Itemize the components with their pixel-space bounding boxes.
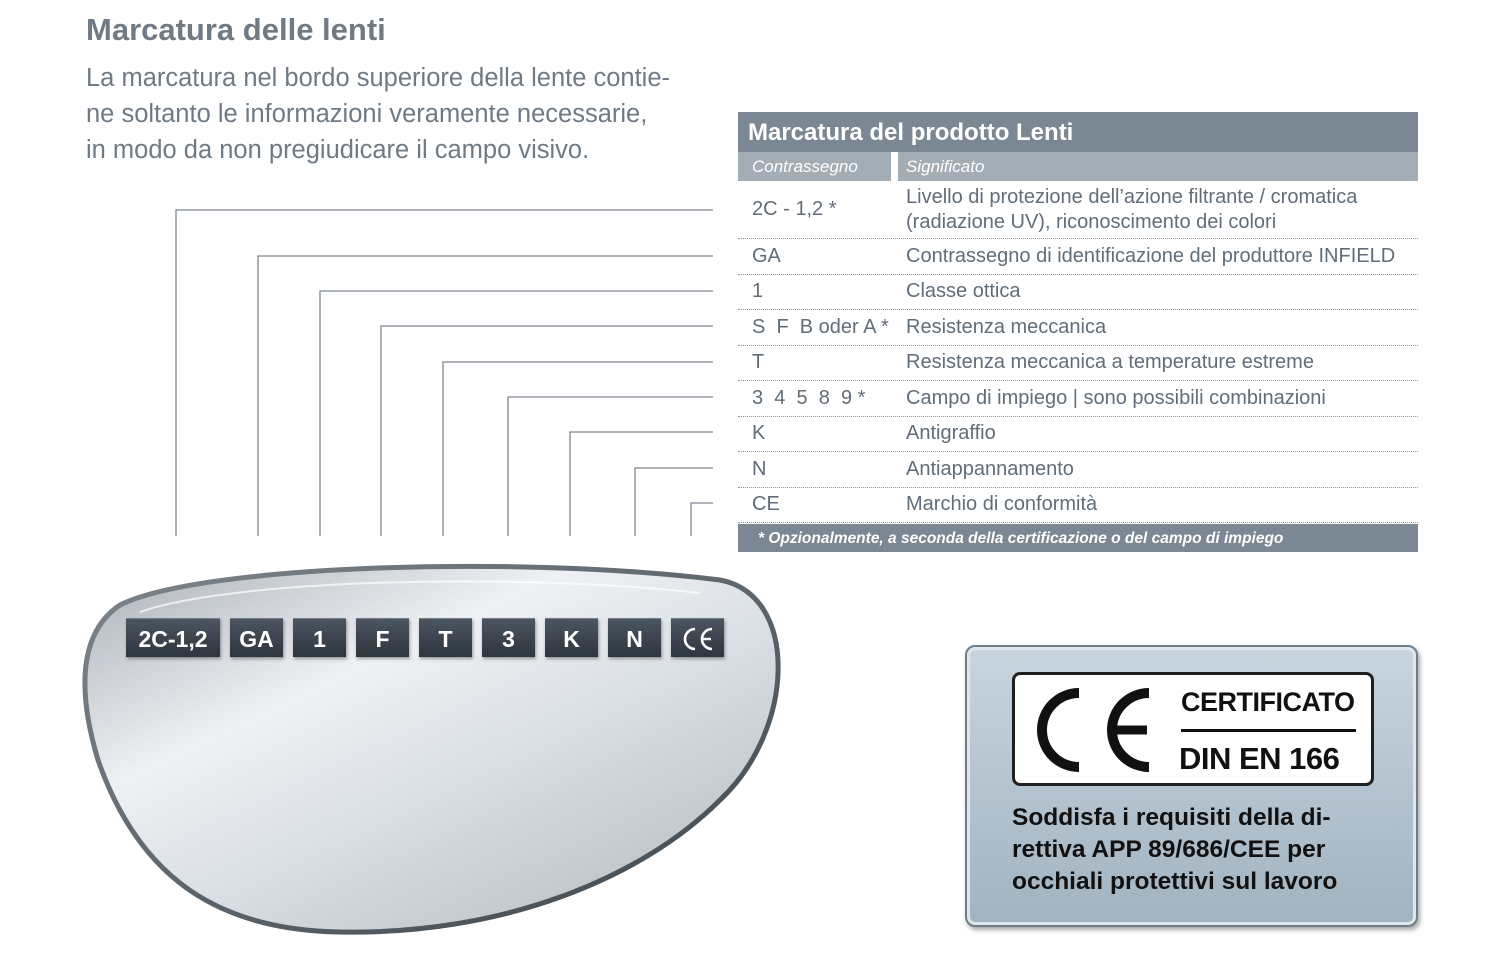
intro-line: in modo da non pregiudicare il campo visivo. xyxy=(86,136,590,164)
intro-line: ne soltanto le informazioni veramente necessarie, xyxy=(86,100,648,128)
certificate-standard: DIN EN 166 xyxy=(1179,741,1340,776)
table-row xyxy=(738,275,1418,311)
certificate-description-line: Soddisfa i requisiti della di- xyxy=(1012,804,1331,831)
lens-mark-tile: 1 xyxy=(293,618,346,657)
row-code: S F B oder A * xyxy=(752,315,889,338)
row-meaning: Resistenza meccanica xyxy=(906,315,1107,338)
table-row xyxy=(738,452,1418,488)
row-meaning: Antiappannamento xyxy=(906,457,1074,480)
lens-mark-tile: 2C-1,2 xyxy=(126,618,220,657)
row-meaning: Marchio di conformità xyxy=(906,493,1098,516)
row-code: 1 xyxy=(752,280,764,303)
certificate-label: CERTIFICATO xyxy=(1181,687,1355,717)
column-header-gap xyxy=(891,152,898,181)
certification-badge xyxy=(1012,672,1374,786)
column-header-code: Contrassegno xyxy=(738,152,891,181)
lens-illustration xyxy=(80,560,800,940)
table-row xyxy=(738,181,1418,239)
ce-logo-icon xyxy=(1035,687,1155,773)
row-code: 3 4 5 8 9 * xyxy=(752,386,866,409)
leader-line-1 xyxy=(320,291,713,536)
row-meaning: Antigraffio xyxy=(906,422,996,445)
row-meaning xyxy=(898,185,1418,235)
lens-mark-tile: T xyxy=(419,618,472,657)
table-row xyxy=(738,488,1418,524)
table-title: Marcatura del prodotto Lenti xyxy=(738,112,1418,152)
row-meaning-line: (radiazione UV), riconoscimento dei colori xyxy=(906,210,1277,233)
lens-mark-tile: K xyxy=(545,618,598,657)
column-header-meaning: Significato xyxy=(898,152,1418,181)
table-row xyxy=(738,310,1418,346)
leader-line-ce xyxy=(691,503,713,536)
leader-lines xyxy=(0,0,720,540)
product-marking-table xyxy=(738,112,1418,552)
lens-mark-tile-ce xyxy=(671,618,724,657)
row-meaning: Contrassegno di identificazione del produttore INFIELD xyxy=(906,244,1396,267)
certificate-description xyxy=(1012,802,1377,898)
row-meaning: Classe ottica xyxy=(906,280,1021,303)
leader-line-2c xyxy=(176,210,713,536)
table-row xyxy=(738,346,1418,382)
lens-marking-tiles xyxy=(126,618,734,657)
table-footnote: * Opzionalmente, a seconda della certificazione o del campo di impiego xyxy=(738,524,1418,552)
table-row xyxy=(738,381,1418,417)
certificate-description-line: occhiali protettivi sul lavoro xyxy=(1012,868,1338,895)
certificate-divider xyxy=(1181,729,1356,732)
certificate-description-line: rettiva APP 89/686/CEE per xyxy=(1012,836,1326,863)
ce-mark-icon xyxy=(681,626,715,652)
leader-line-ga xyxy=(258,256,713,536)
page-title: Marcatura delle lenti xyxy=(86,12,386,47)
leader-line-t xyxy=(443,362,713,536)
row-code: K xyxy=(752,422,766,445)
row-code: CE xyxy=(752,493,780,516)
intro-line: La marcatura nel bordo superiore della lente contie- xyxy=(86,64,671,92)
row-meaning-line: Livello di protezione dell’azione filtrante / cromatica xyxy=(906,185,1358,208)
table-row xyxy=(738,417,1418,453)
lens-mark-tile: 3 xyxy=(482,618,535,657)
leader-line-3 xyxy=(508,397,713,536)
table-column-headers xyxy=(738,152,1418,181)
lens-mark-tile: F xyxy=(356,618,409,657)
row-code: GA xyxy=(752,244,781,267)
leader-line-n xyxy=(635,468,713,536)
row-code: T xyxy=(752,351,765,374)
certification-panel xyxy=(965,645,1418,927)
row-code: 2C - 1,2 * xyxy=(752,198,837,220)
lens-mark-tile: N xyxy=(608,618,661,657)
row-code: N xyxy=(752,457,767,480)
leader-line-f xyxy=(381,326,713,536)
row-meaning: Resistenza meccanica a temperature estreme xyxy=(906,351,1314,374)
lens-mark-tile: GA xyxy=(230,618,283,657)
row-meaning: Campo di impiego | sono possibili combinazioni xyxy=(906,386,1326,409)
table-row xyxy=(738,239,1418,275)
